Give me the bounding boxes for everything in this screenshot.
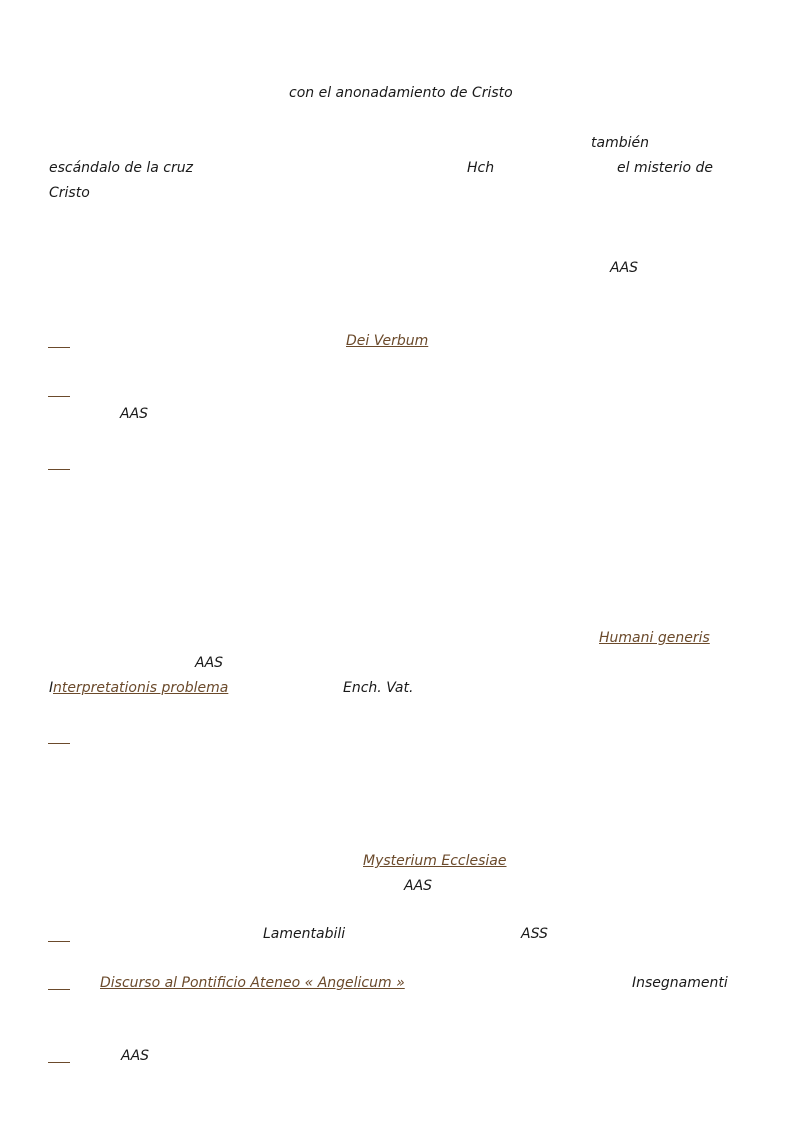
aas-reference: AAS: [120, 406, 149, 422]
dei-verbum-link[interactable]: Dei Verbum: [346, 333, 429, 349]
discurso-angelicum-link[interactable]: Discurso al Pontificio Ateneo « Angelicum »: [100, 975, 405, 991]
footnote-marker[interactable]: [48, 989, 70, 990]
aas-reference: AAS: [610, 260, 639, 276]
misterio-phrase: el misterio de: [617, 160, 714, 176]
aas-reference: AAS: [195, 655, 224, 671]
cristo-word: Cristo: [49, 185, 90, 201]
footnote-marker[interactable]: [48, 469, 70, 470]
aas-reference: AAS: [404, 878, 433, 894]
interpretationis-initial: I: [49, 680, 54, 696]
lamentabili-reference: Lamentabili: [263, 926, 346, 942]
interpretationis-problema-link[interactable]: nterpretationis problema: [53, 680, 229, 696]
hch-abbreviation: Hch: [467, 160, 495, 176]
footnote-marker[interactable]: [48, 941, 70, 942]
footnote-marker[interactable]: [48, 743, 70, 744]
kenosis-phrase: con el anonadamiento de Cristo: [289, 85, 513, 101]
tambien-word: también: [591, 135, 649, 151]
footnote-marker[interactable]: [48, 1062, 70, 1063]
ench-vat-reference: Ench. Vat.: [343, 680, 414, 696]
footnote-marker[interactable]: [48, 396, 70, 397]
humani-generis-link[interactable]: Humani generis: [599, 630, 710, 646]
ass-reference: ASS: [521, 926, 548, 942]
escandalo-phrase: escándalo de la cruz: [49, 160, 193, 176]
aas-reference: AAS: [121, 1048, 150, 1064]
insegnamenti-reference: Insegnamenti: [632, 975, 728, 991]
mysterium-ecclesiae-link[interactable]: Mysterium Ecclesiae: [363, 853, 507, 869]
footnote-marker[interactable]: [48, 347, 70, 348]
